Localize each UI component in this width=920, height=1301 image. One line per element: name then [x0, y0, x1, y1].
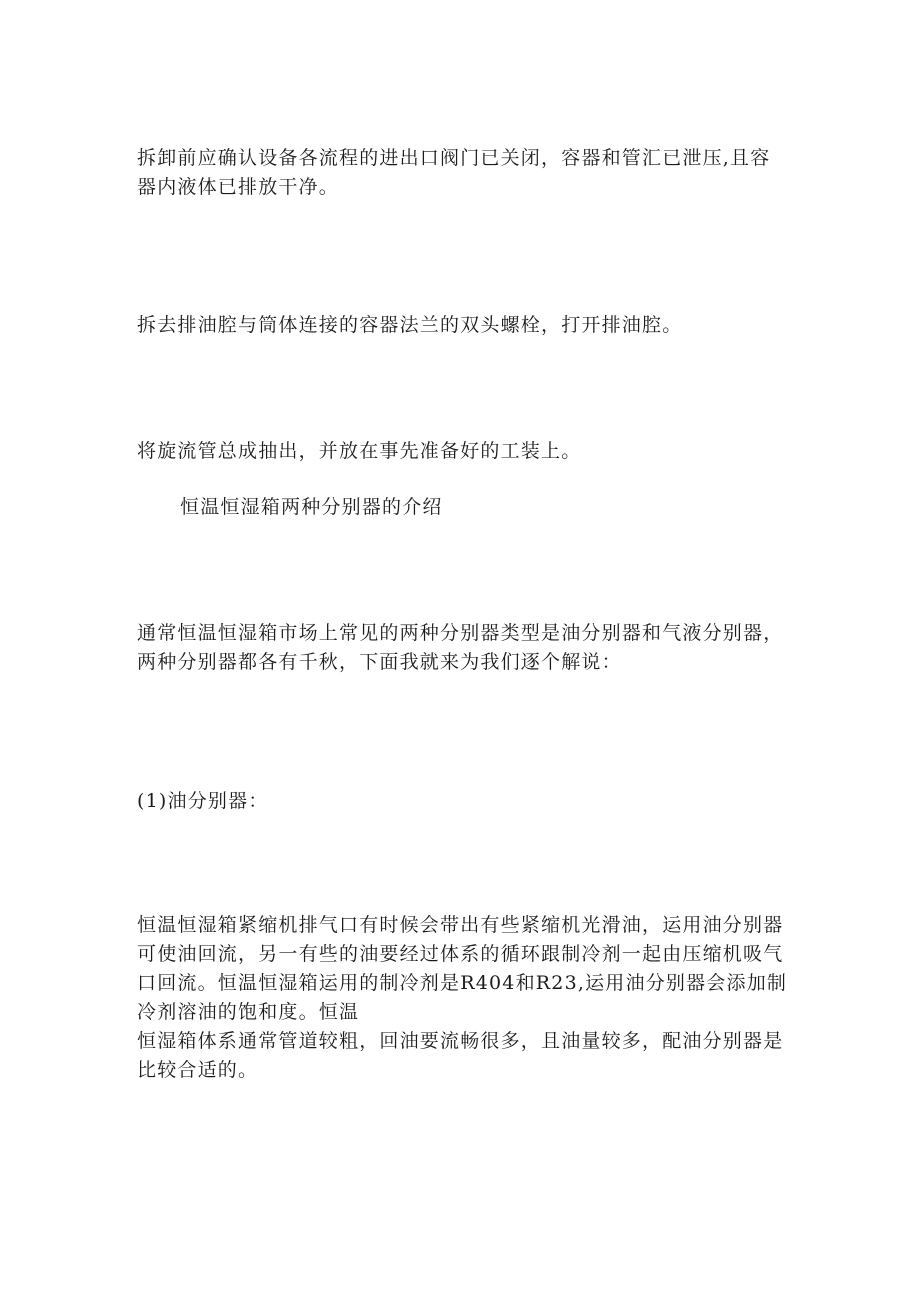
- paragraph-remove-bolts: [137, 311, 797, 340]
- text-line: 两种分别器都各有千秋，下面我就来为我们逐个解说：: [137, 651, 622, 673]
- paragraph-extract-cyclone: [137, 437, 797, 466]
- text-line: (1)油分别器：: [137, 790, 269, 812]
- text-line: 可使油回流，另一有些的油要经过体系的循环跟制冷剂一起由压缩机吸气: [137, 943, 784, 965]
- text-line: 比较合适的。: [137, 1059, 259, 1081]
- text-line: 将旋流管总成抽出，并放在事先准备好的工装上。: [137, 440, 582, 462]
- text-line: 恒湿箱体系通常管道较粗，回油要流畅很多，且油量较多，配油分别器是: [137, 1030, 784, 1052]
- text-line: 通常恒温恒湿箱市场上常见的两种分别器类型是油分别器和气液分别器，: [137, 622, 784, 644]
- text-line: 口回流。恒温恒湿箱运用的制冷剂是R404和R23,运用油分别器会添加制: [137, 972, 788, 994]
- section-title: 恒温恒湿箱两种分别器的介绍: [180, 496, 443, 518]
- paragraph-disassembly-precheck: [137, 144, 797, 202]
- paragraph-oil-separator-detail: [137, 911, 797, 1085]
- subheading-oil-separator: [137, 787, 797, 816]
- text-line: 冷剂溶油的饱和度。恒温: [137, 1001, 360, 1023]
- paragraph-separator-types: [137, 619, 797, 677]
- text-line: 拆卸前应确认设备各流程的进出口阀门已关闭，容器和管汇已泄压,且容: [137, 147, 771, 169]
- text-line: 恒温恒湿箱紧缩机排气口有时候会带出有些紧缩机光滑油，运用油分别器: [137, 914, 784, 936]
- text-line: 拆去排油腔与筒体连接的容器法兰的双头螺栓，打开排油腔。: [137, 314, 683, 336]
- text-line: 器内液体已排放干净。: [137, 176, 340, 198]
